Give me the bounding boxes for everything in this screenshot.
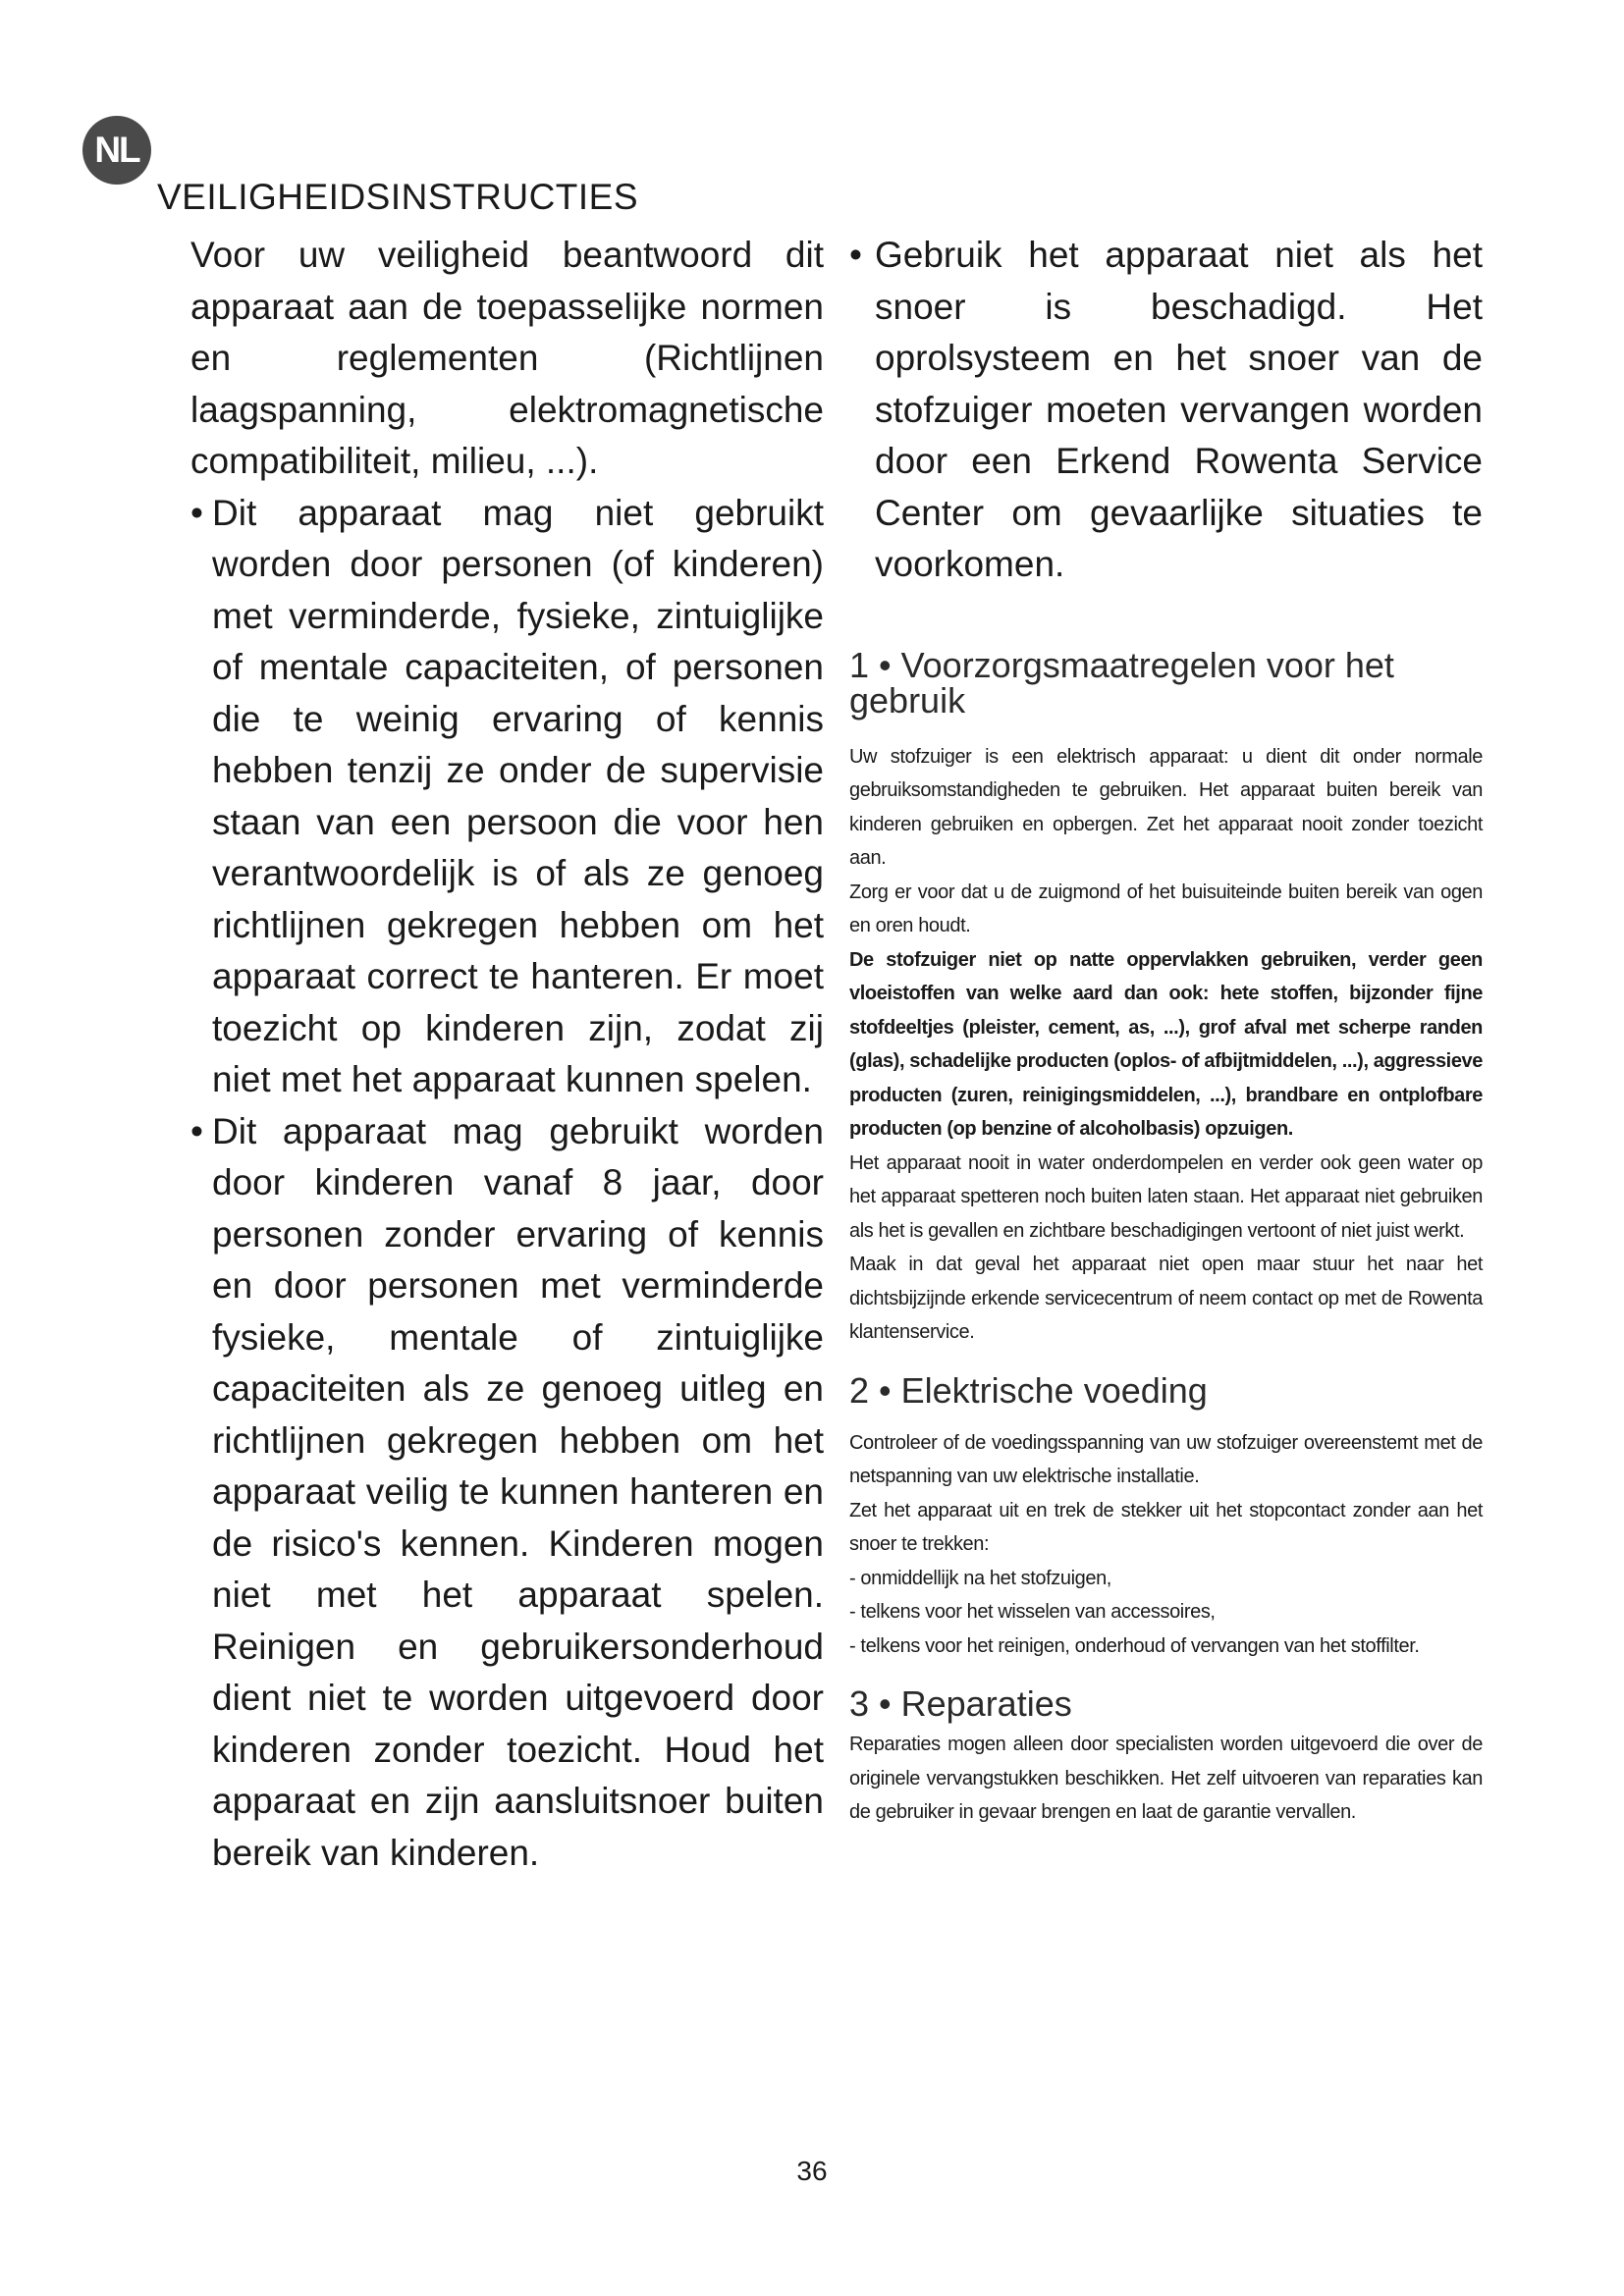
- section-2-paragraph-1: Controleer of de voedingsspanning van uw stofzuiger overeenstemt met de netspanning van uw elektrische installatie.: [849, 1431, 1483, 1487]
- section-1-paragraph-5: Maak in dat geval het apparaat niet open maar stuur het naar het dichtsbijzijnde erkende servicecentrum of neem contact op met de Rowenta klantenservice.: [849, 1254, 1483, 1343]
- section-1-title: 1 • Voorzorgsmaatregelen voor het gebruik: [849, 644, 1394, 721]
- safety-bullet-cord: • Gebruik het apparaat niet als het snoer is beschadigd. Het oprolsysteem en het snoer van de stofzuiger moeten vervangen worden door een Erkend Rowenta Service Center om gevaarlijke situaties te voorkomen.: [849, 230, 1483, 591]
- section-2-list-item: - onmiddellijk na het stofzuigen,: [849, 1567, 1111, 1589]
- left-column: [190, 230, 824, 1879]
- section-3-title: 3 • Reparaties: [849, 1683, 1072, 1724]
- safety-bullet-children: • Dit apparaat mag gebruikt worden door kinderen vanaf 8 jaar, door personen zonder ervaring of kennis en door personen met verminderde fysieke, mentale of zintuiglijke capaciteiten als ze genoeg uitleg en richtlijnen gekregen hebben om het apparaat veilig te kunnen hanteren en de risico's kennen. Kinderen mogen niet met het apparaat spelen. Reinigen en gebruikersonderhoud dient niet te worden uitgevoerd door kinderen zonder toezicht. Houd het apparaat en zijn aansluitsnoer buiten bereik van kinderen.: [190, 1106, 824, 1880]
- right-column: [849, 230, 1483, 1830]
- section-2-paragraph-2: Zet het apparaat uit en trek de stekker uit het stopcontact zonder aan het snoer te trekken:: [849, 1499, 1483, 1555]
- language-badge: NL: [82, 116, 151, 185]
- section-1-paragraph-2: Zorg er voor dat u de zuigmond of het buisuiteinde buiten bereik van ogen en oren houdt.: [849, 881, 1483, 936]
- page-number: 36: [796, 2156, 828, 2186]
- section-1-warning: De stofzuiger niet op natte oppervlakken gebruiken, verder geen vloeistoffen van welke aard dan ook: hete stoffen, bijzonder fijne stofdeeltjes (pleister, cement, as, ...), grof afval met scherpe randen (glas), schadelijke producten (oplos- of afbijtmiddelen, ...), aggressieve producten (zuren, reinigingsmiddelen, ...), brandbare en ontplofbare producten (op benzine of alcoholbasis) opzuigen.: [849, 948, 1483, 1140]
- section-2-list-item: - telkens voor het reinigen, onderhoud of vervangen van het stoffilter.: [849, 1634, 1420, 1657]
- safety-bullet-persons: • Dit apparaat mag niet gebruikt worden door personen (of kinderen) met verminderde, fysieke, zintuiglijke of mentale capaciteiten, of personen die te weinig ervaring of kennis hebben tenzij ze onder de supervisie staan van een persoon die voor hen verantwoordelijk is of als ze genoeg richtlijnen gekregen hebben om het apparaat correct te hanteren. Er moet toezicht op kinderen zijn, zodat zij niet met het apparaat kunnen spelen.: [190, 488, 824, 1106]
- intro-paragraph: Voor uw veiligheid beantwoord dit apparaat aan de toepasselijke normen en reglementen (Richtlijnen laagspanning, elektromagnetische compatibiliteit, milieu, ...).: [190, 235, 824, 481]
- section-3-paragraph-1: Reparaties mogen alleen door specialisten worden uitgevoerd die over de originele vervangstukken beschikken. Het zelf uitvoeren van reparaties kan de gebruiker in gevaar brengen en laat de garantie vervallen.: [849, 1734, 1483, 1823]
- page-title: VEILIGHEIDSINSTRUCTIES: [157, 177, 639, 217]
- section-1-paragraph-4: Het apparaat nooit in water onderdompelen en verder ook geen water op het apparaat spetteren noch buiten laten staan. Het apparaat niet gebruiken als het is gevallen en zichtbare beschadigingen vertoont of niet juist werkt.: [849, 1151, 1483, 1242]
- section-2-title: 2 • Elektrische voeding: [849, 1369, 1208, 1411]
- section-1-paragraph-1: Uw stofzuiger is een elektrisch apparaat: u dient dit onder normale gebruiksomstandigheden te gebruiken. Het apparaat buiten bereik van kinderen gebruiken en opbergen. Zet het apparaat nooit zonder toezicht aan.: [849, 745, 1483, 869]
- section-2-list-item: - telkens voor het wisselen van accessoires,: [849, 1601, 1216, 1623]
